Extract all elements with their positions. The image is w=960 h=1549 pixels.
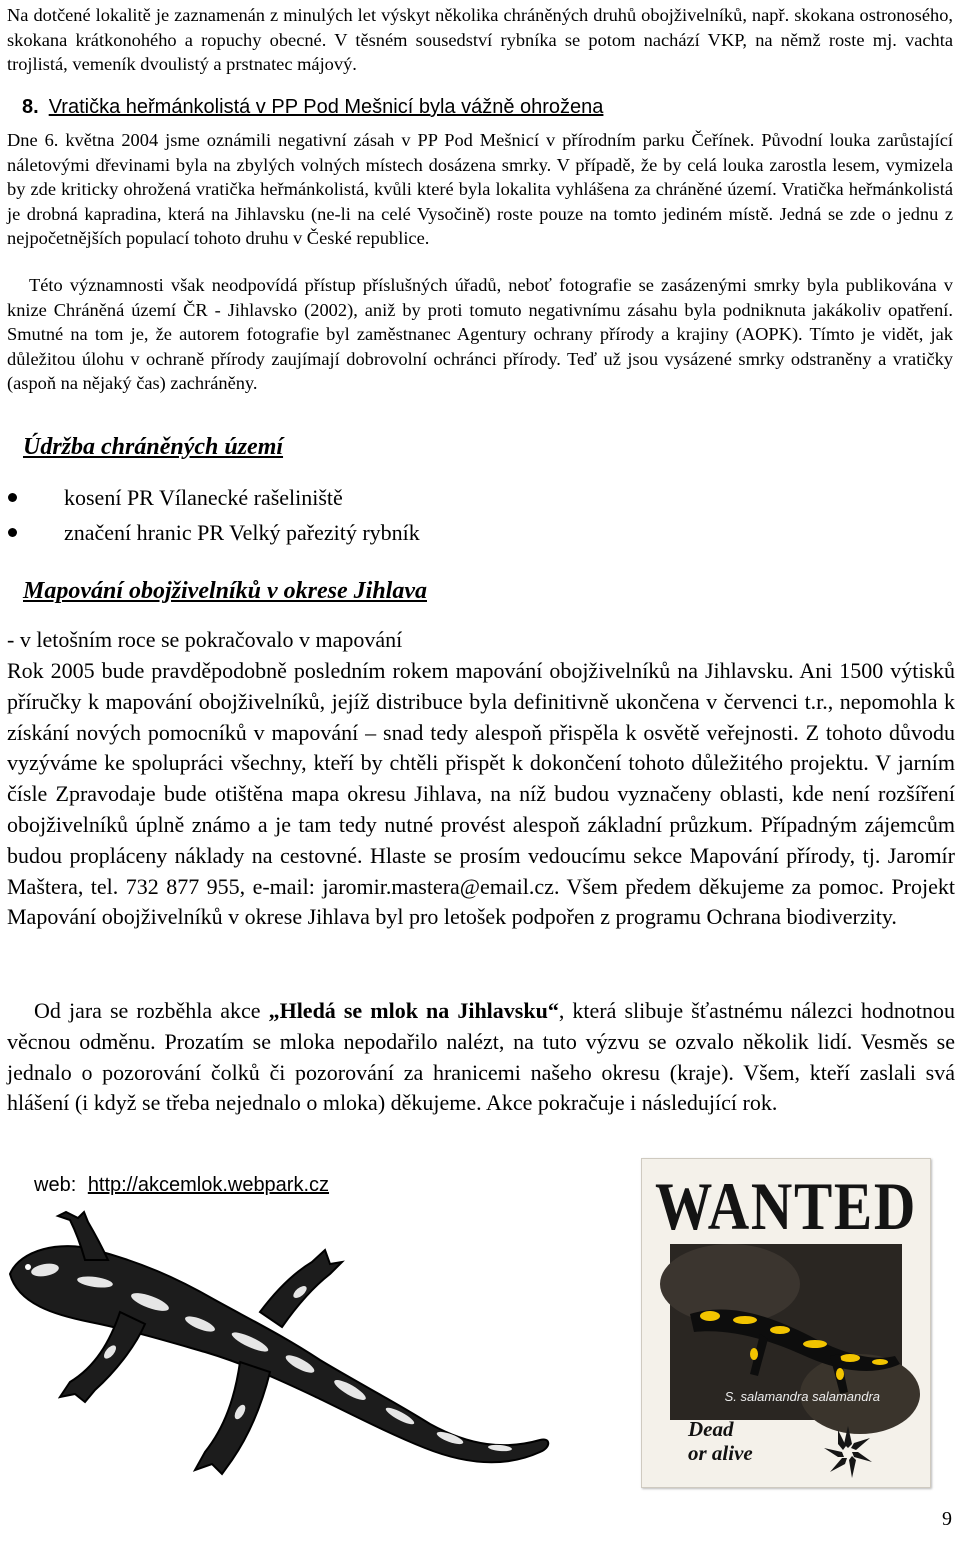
mlok-paragraph <box>7 996 955 1119</box>
organization-logo-icon <box>818 1422 878 1482</box>
section-number: 8. <box>22 96 39 118</box>
intro-paragraph: Na dotčené lokalitě je zaznamenán z minulých let výskyt několika chráněných druhů obojživelníků, např. skokana ostronosého, skokana krátkonohého a ropuchy obecné. V těsném sousedství rybníka se potom nachází VKP, na němž roste mj. vachta trojlistá, vemeník dvoulistý a prstnatec májový. <box>7 5 953 75</box>
section-8-paragraph-1: Dne 6. května 2004 jsme oznámili negativní zásah v PP Pod Mešnicí v přírodním parku Čeřínek. Původní louka zarůstající náletovými dřevinami byla na zbylých volných místech dosázena smrky. V případě, že by celá louka zarostla lesem, vymizela by zde kriticky ohrožená vratička heřmánkolistá, kvůli které byla lokalita vyhlášena za chráněné území. Vratička heřmánkolistá je drobná kapradina, která na Jihlavsku (ne-li na celé Vysočině) roste pouze na tomto jediném místě. Jedná se zde o jednu z nejpočetnějších populací tohoto druhu v České republice. <box>7 130 953 249</box>
section-8-paragraph-2: Této významnosti však neodpovídá přístup příslušných úřadů, neboť fotografie se zasázenými smrky byla publikována v knize Chráněná území ČR - Jihlavsko (2002), aniž by proti tomuto negativnímu zásahu byla podniknuta jakákoliv opatření. Smutné na tom je, že autorem fotografie byl zaměstnanec Agentury ochrany přírody a krajiny (AOPK). Tímto je vidět, jak důležitou úlohu v ochraně přírody zaujímají dobrovolní ochránci přírody. Teď už jsou vysázené smrky odstraněny a vratičky (aspoň na nějaký čas) zachráněny. <box>7 275 953 394</box>
list-item <box>0 483 420 518</box>
mapovani-paragraph: Rok 2005 bude pravděpodobně posledním rokem mapování obojživelníků na Jihlavsku. Ani 1500 výtisků příručky k mapování obojživelníků, jejíž distribuce byla definitivně ukončena v červenci t.r., nepomohla k získání nových pomocníků v mapování – snad tedy alespoň přispěla k osvětě veřejnosti. Z tohoto důvodu vyzýváme ke spolupráci všechny, kteří by chtěli přispět k dokončení tohoto důležitého projektu. V jarním čísle Zpravodaje bude otištěna mapa okresu Jihlava, na níž budou vyznačeny oblasti, kde není rozšíření obojživelníků úplně známo a je tam tedy nutné provést alespoň základní průzkum. Případným zájemcům budou propláceny náklady na cestovné. Hlaste se prosím vedoucímu sekce Mapování přírody, tj. Jaromír Maštera, tel. 732 877 955, e-mail: jaromir.mastera@email.cz. Všem předem děkujeme za pomoc. Projekt Mapování obojživelníků v okrese Jihlava byl pro letošek podpořen z programu Ochrana biodiverzity. <box>7 658 955 930</box>
wanted-poster <box>641 1158 931 1488</box>
dead-text: Dead <box>688 1417 734 1441</box>
salamander-illustration <box>0 1212 560 1492</box>
web-label: web: <box>34 1174 77 1196</box>
mapovani-heading: Mapování obojživelníků v okrese Jihlava <box>23 578 427 604</box>
web-line <box>34 1174 329 1197</box>
photo-caption: S. salamandra salamandra <box>724 1389 880 1404</box>
bullet-icon <box>8 528 17 537</box>
list-item <box>0 518 420 553</box>
web-link[interactable]: http://akcemlok.webpark.cz <box>87 1174 330 1196</box>
dead-or-alive-text <box>688 1417 753 1465</box>
mlok-action-name: „Hledá se mlok na Jihlavsku“ <box>268 998 559 1023</box>
list-item-text: kosení PR Vílanecké rašeliniště <box>64 485 343 510</box>
mlok-text-before: Od jara se rozběhla akce <box>34 998 269 1023</box>
section-8-heading <box>22 96 603 119</box>
wanted-text: WANTED <box>655 1168 917 1244</box>
wanted-banner <box>650 1167 922 1244</box>
bullet-icon <box>8 493 17 502</box>
udrzba-heading: Údržba chráněných území <box>23 434 284 460</box>
udrzba-list <box>0 483 420 553</box>
list-item-text: značení hranic PR Velký pařezitý rybník <box>64 520 420 545</box>
alive-text: or alive <box>688 1441 753 1465</box>
page-number: 9 <box>942 1508 952 1530</box>
section-title: Vratička heřmánkolistá v PP Pod Mešnicí byla vážně ohrožena <box>48 96 604 118</box>
mlok-text-after: , která slibuje šťastnému nálezci hodnotnou věcnou odměnu. Prozatím se mloka nepodařilo nalézt, na tuto výzvu se ozvalo několik lidí. Vesměs se jednalo o pozorování čolků či pozorování za hranicemi našeho okresu (kraje). Všem, kteří zaslali svá hlášení (i když se třeba nejednalo o mloka) děkujeme. Akce pokračuje i následující rok. <box>7 998 955 1116</box>
mapovani-subtitle: - v letošním roce se pokračovalo v mapování <box>7 627 403 652</box>
